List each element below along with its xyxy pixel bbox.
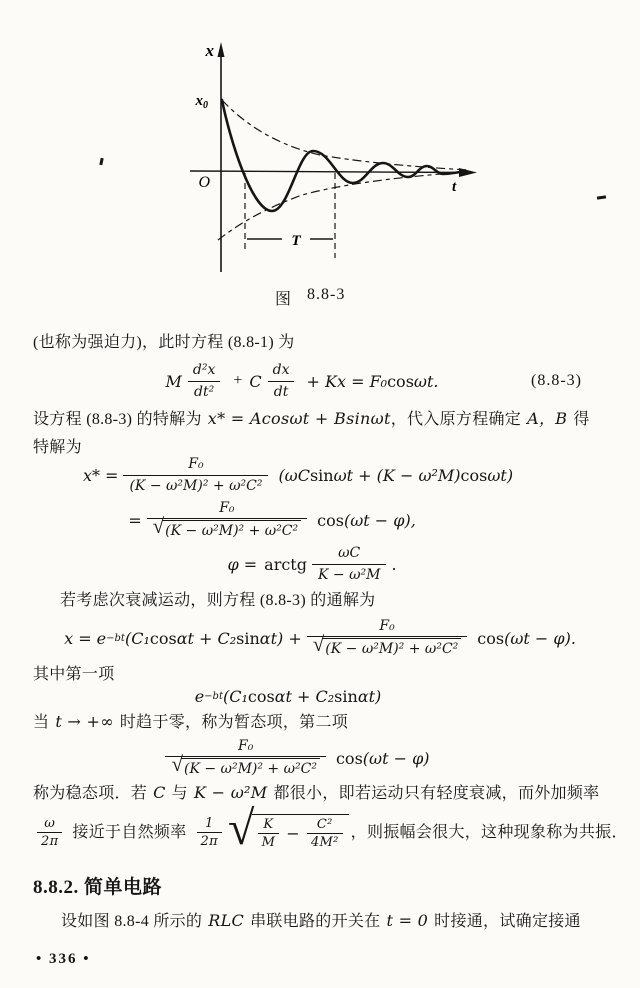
eq-term: + Kx = F₀ (306, 371, 388, 391)
t-axis-label: t (452, 179, 457, 195)
fraction-denominator (165, 756, 326, 779)
fraction-d2x-dt2 (187, 361, 221, 400)
fraction-K-M (258, 817, 280, 852)
damped-oscillation-figure (0, 0, 640, 312)
figure-caption (275, 286, 345, 309)
eq-end-period: . (391, 554, 397, 574)
fraction-amplitude (123, 455, 268, 494)
equation-phase-angle (0, 544, 632, 584)
paragraph-particular-solution (33, 408, 590, 431)
fraction-numerator: K (263, 816, 274, 832)
equation-general-solution (0, 615, 640, 661)
paragraph-resonance (33, 810, 628, 856)
y-axis-label: x (205, 41, 214, 60)
y-axis-arrow-icon (218, 42, 225, 57)
text-run: 与 (171, 785, 188, 802)
x-axis (190, 171, 466, 173)
fraction-amplitude-sqrt (147, 499, 308, 541)
fraction-denominator: 4M² (307, 833, 343, 851)
fraction-denominator (147, 518, 308, 541)
text-run: 都很小，即若运动只有轻度衰减，而外加频率 (273, 785, 600, 802)
radicand (252, 814, 349, 852)
radicand: (K − ω²M)² + ω²C² (181, 758, 320, 778)
sin-function: sin (309, 465, 334, 485)
text-run: 串联电路的开关在 (250, 913, 381, 930)
inline-math-limit: t → +∞ (55, 712, 114, 731)
eq-term: ωt) (487, 465, 514, 485)
inline-math-trial-solution: x* = Acosωt + Bsinωt (207, 409, 391, 428)
radical-sign-icon (153, 520, 163, 541)
eq-lhs: x* = (82, 465, 119, 485)
inline-math-stiffness: K − ω²M (193, 783, 268, 802)
fraction-C2-4M2 (307, 817, 343, 852)
text-run: ，则振幅会很大，这种现象称为共振． (350, 824, 628, 842)
eq-term: ωt. (413, 371, 439, 391)
exponent: −bt (204, 690, 223, 702)
equals-operator: = (128, 510, 142, 530)
text-run: 称为稳态项．若 (33, 785, 148, 802)
equation-number-tag: (8.8-3) (531, 372, 582, 389)
text-run: 得 (573, 411, 590, 428)
lower-envelope-curve (218, 173, 460, 241)
eq-term: x = e (64, 628, 107, 648)
eq-term: (ωC (278, 465, 310, 485)
radical-sign-icon (313, 638, 323, 659)
fraction-denominator: M (258, 833, 280, 851)
eq-term: (ωt − φ), (343, 510, 416, 530)
text-run: 接近于自然频率 (72, 824, 187, 842)
text-run: 设方程 (8.8-3) 的特解为 (33, 411, 202, 428)
paragraph-underdamped-intro: 若考虑次衰减运动，则方程 (8.8-3) 的通解为 (60, 592, 376, 609)
radicand: (K − ω²M)² + ω²C² (322, 638, 461, 658)
eq-term: (ωt − φ). (504, 628, 576, 648)
sin-function: sin (236, 628, 260, 648)
paragraph-first-term: 其中第一项 (33, 666, 115, 683)
eq-term: αt) (357, 686, 382, 706)
fraction-numerator: 1 (204, 815, 214, 831)
paragraph-rlc-circuit (61, 910, 581, 933)
fraction-numerator: ωC (338, 545, 361, 562)
fraction-denominator: dt² (188, 381, 220, 401)
fraction-numerator: C² (316, 816, 333, 832)
eq-term: C (249, 371, 262, 391)
fraction-denominator: (K − ω²M)² + ω²C² (123, 475, 268, 495)
text-run: 时趋于零，称为暂态项，第二项 (119, 714, 349, 731)
equation-xstar-amplitude-phase (0, 500, 592, 540)
plus-operator: + (233, 372, 243, 389)
eq-term: ωt + (K − ω²M) (333, 465, 461, 485)
radical-sign-icon (228, 814, 252, 853)
fraction-dx-dt (267, 361, 296, 400)
upper-envelope-curve (222, 100, 468, 170)
equation-transient-term (0, 683, 608, 709)
eq-lhs: φ = (227, 554, 258, 574)
paragraph-particular-solution-cont: 特解为 (33, 439, 82, 456)
text-run: 当 (33, 714, 50, 731)
section-heading-8-8-2: 8.8.2. 简单电路 (33, 877, 163, 898)
period-label: T (291, 233, 301, 249)
radicand: (K − ω²M)² + ω²C² (162, 520, 301, 540)
equation-xstar-expanded (0, 452, 618, 498)
fraction-numerator: F₀ (238, 737, 254, 754)
sin-function: sin (334, 686, 358, 706)
cos-function: cos (460, 465, 488, 485)
fraction-numerator: F₀ (379, 617, 395, 634)
paragraph-transient-limit (33, 711, 348, 734)
cos-function: cos (335, 748, 363, 768)
paragraph-steady-state (33, 782, 599, 805)
eq-term: (ωt − φ) (362, 748, 430, 768)
square-root (153, 520, 302, 541)
equation-motion-8-8-3 (0, 356, 622, 406)
initial-amplitude-label: $x_0$ (195, 93, 208, 111)
page-number: • 336 • (36, 951, 91, 967)
square-root (313, 638, 462, 659)
fraction-denominator (307, 636, 468, 659)
text-run: ，代入原方程确定 (390, 411, 522, 428)
radical-sign-icon (171, 758, 181, 779)
equation-steady-state-term (0, 736, 615, 780)
inline-math-C: C (153, 783, 166, 802)
eq-term: e (194, 686, 205, 706)
arctg-function: arctg (264, 554, 307, 574)
eq-term: αt + C₂ (176, 628, 237, 648)
inline-math-constants: A，B (527, 409, 568, 428)
cos-function: cos (247, 686, 275, 706)
eq-term: (C₁ (222, 686, 248, 706)
fraction-numerator: F₀ (188, 456, 204, 473)
figure-caption-prefix: 图 (275, 291, 293, 308)
fraction-denominator: dt (268, 381, 295, 401)
paragraph-forcing-intro: (也称为强迫力)，此时方程 (8.8-1) 为 (33, 334, 295, 351)
minus-operator: − (286, 824, 300, 844)
cos-function: cos (149, 628, 177, 648)
text-run: 设如图 8.8-4 所示的 (61, 913, 203, 930)
figure-caption-number: 8.8-3 (307, 286, 346, 303)
square-root (171, 758, 320, 779)
eq-term: (C₁ (124, 628, 150, 648)
fraction-amplitude-sqrt (165, 737, 326, 779)
fraction-amplitude-sqrt (307, 617, 468, 659)
eq-term: αt) + (259, 628, 302, 648)
exponent: −bt (106, 632, 125, 644)
fraction-numerator: d²x (192, 362, 216, 379)
cos-function: cos (317, 510, 344, 530)
inline-math-rlc: RLC (208, 911, 245, 930)
eq-term: M (165, 371, 182, 391)
fraction-numerator: ω (44, 815, 56, 831)
fraction-omega-2pi (37, 816, 62, 851)
inline-math-t0: t = 0 (386, 911, 429, 930)
damped-oscillation-curve (222, 100, 466, 211)
fraction-1-2pi (197, 816, 222, 851)
fraction-numerator: dx (272, 362, 290, 379)
fraction-denominator: K − ω²M (312, 564, 386, 584)
fraction-denominator: 2π (197, 832, 222, 850)
text-run: 时接通，试确定接通 (434, 913, 581, 930)
fraction-denominator: 2π (37, 832, 62, 850)
fraction-numerator: F₀ (219, 499, 235, 516)
cos-function: cos (477, 628, 505, 648)
origin-label: O (198, 174, 210, 191)
square-root-natural-frequency (228, 814, 349, 853)
cos-function: cos (387, 371, 414, 391)
fraction-arctg-argument (312, 544, 386, 583)
eq-term: αt + C₂ (274, 686, 335, 706)
